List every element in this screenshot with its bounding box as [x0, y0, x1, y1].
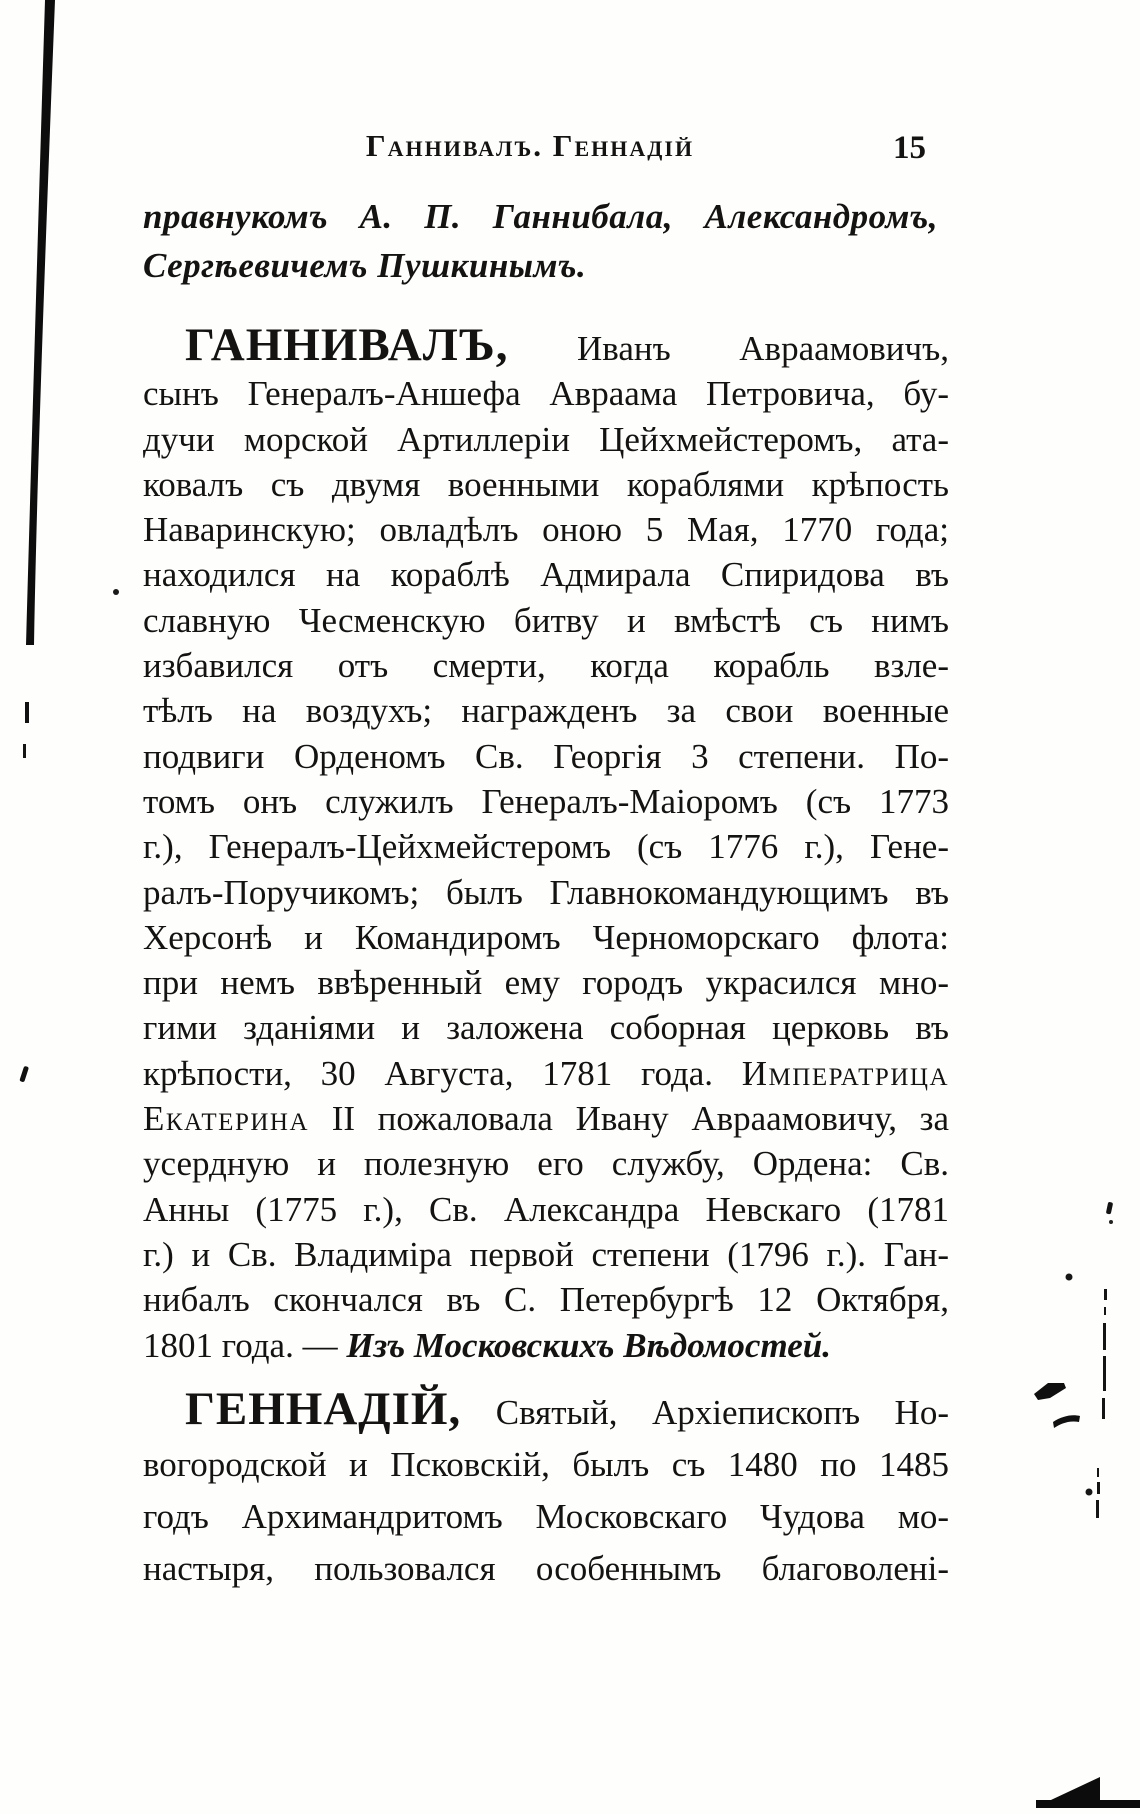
text-line	[143, 1232, 949, 1277]
text-line	[143, 1323, 949, 1368]
text-run: Наваринскую; овладѣлъ оною 5 Мая, 1770 года;	[143, 510, 949, 550]
text-line	[143, 241, 938, 290]
margin-dashed-line	[1096, 1468, 1100, 1518]
text-line	[143, 1141, 949, 1186]
margin-dot	[1066, 1274, 1073, 1281]
text-run: настыря, пользовался особеннымъ благоволені-	[143, 1549, 949, 1588]
text-line	[143, 462, 949, 507]
margin-dot	[1086, 1489, 1093, 1496]
text-line	[143, 643, 949, 688]
margin-tick-mark	[19, 1066, 29, 1083]
binding-edge-dash	[25, 702, 29, 723]
smallcaps-name: Екатерина	[143, 1099, 310, 1139]
binding-edge-dash	[23, 744, 26, 758]
text-line	[143, 688, 949, 733]
text-run: вогородской и Псковскій, былъ съ 1480 по 1485	[143, 1445, 949, 1484]
text-run: славную Чесменскую битву и вмѣстѣ съ нимъ	[143, 600, 949, 640]
text-line	[143, 1491, 949, 1543]
text-line	[143, 192, 938, 241]
text-line	[143, 1543, 949, 1595]
entry-headword: ГЕННАДІЙ,	[185, 1383, 462, 1435]
text-line	[143, 1439, 949, 1491]
reader-dash-mark	[1053, 1415, 1080, 1428]
text-run: Сергѣевичемъ Пушкинымъ.	[143, 246, 587, 285]
text-run: 1801 года. —	[143, 1325, 347, 1365]
binding-edge-line	[26, 0, 55, 645]
text-run: г.) и Св. Владиміра первой степени (1796 г.). Ган-	[143, 1234, 949, 1274]
text-line	[143, 598, 949, 643]
text-run: избавился отъ смерти, когда корабль взле-	[143, 646, 949, 686]
text-run: находился на кораблѣ Адмирала Спиридова въ	[143, 555, 949, 595]
continuation-paragraph	[143, 192, 938, 290]
text-run: тѣлъ на воздухъ; награжденъ за свои военные	[143, 691, 949, 731]
text-line	[143, 1005, 949, 1050]
text-line	[143, 1277, 949, 1322]
text-line	[143, 734, 949, 779]
entry-gannibal	[143, 319, 949, 1368]
text-line	[143, 319, 949, 371]
text-run: Анны (1775 г.), Св. Александра Невскаго (1781	[143, 1189, 949, 1229]
text-run: правнукомъ А. П. Ганнибала, Александромъ,	[143, 197, 938, 236]
text-run: II пожаловала Ивану Авраамовичу, за	[309, 1099, 949, 1139]
text-run: томъ онъ служилъ Генералъ-Маіоромъ (съ 1773	[143, 781, 949, 821]
margin-speck	[1109, 1220, 1113, 1224]
text-line	[143, 1187, 949, 1232]
text-run: сынъ Генералъ-Аншефа Авраама Петровича, бу-	[143, 374, 949, 414]
text-run: Херсонѣ и Командиромъ Черноморскаго флота:	[143, 917, 949, 957]
text-run: г.), Генералъ-Цейхмейстеромъ (съ 1776 г.), Гене-	[143, 827, 949, 867]
smallcaps-name: Императрица	[741, 1053, 949, 1093]
text-line	[143, 1051, 949, 1096]
reader-check-mark	[1034, 1383, 1066, 1400]
page-number: 15	[893, 130, 926, 166]
text-run: нибалъ скончался въ С. Петербургѣ 12 Октября,	[143, 1280, 949, 1320]
text-run: Иванъ Авраамовичъ,	[508, 329, 949, 368]
text-line	[143, 960, 949, 1005]
entry-gennadiy	[143, 1383, 949, 1595]
text-run: крѣпости, 30 Августа, 1781 года.	[143, 1053, 742, 1093]
text-run: подвиги Орденомъ Св. Георгія 3 степени. По-	[143, 736, 949, 776]
text-run: ковалъ съ двумя военными кораблями крѣпость	[143, 464, 949, 504]
running-head: Ганнивалъ. Геннадій	[365, 128, 695, 163]
text-run: усердную и полезную его службу, Ордена: Св.	[143, 1144, 949, 1184]
text-run: дучи морской Артиллеріи Цейхмейстеромъ, ата-	[143, 419, 949, 459]
ink-speck	[113, 589, 119, 595]
entry-headword: ГАННИВАЛЪ,	[185, 319, 509, 371]
margin-dashed-line	[1102, 1289, 1107, 1419]
margin-speck	[1106, 1202, 1113, 1215]
text-run: гими зданіями и заложена соборная церковь въ	[143, 1008, 949, 1048]
text-run: Святый, Архіепископъ Но-	[461, 1393, 949, 1432]
text-line	[143, 552, 949, 597]
text-line	[143, 417, 949, 462]
text-line	[143, 371, 949, 416]
text-line	[143, 779, 949, 824]
text-run: годъ Архимандритомъ Московскаго Чудова мо-	[143, 1497, 949, 1536]
text-line	[143, 824, 949, 869]
source-citation: Изъ Московскихъ Вѣдомостей.	[346, 1325, 831, 1365]
text-line	[143, 915, 949, 960]
text-line	[143, 507, 949, 552]
text-line	[143, 1096, 949, 1141]
text-run: при немъ ввѣренный ему городъ украсился мно-	[143, 963, 949, 1003]
text-run: ралъ-Поручикомъ; былъ Главнокомандующимъ въ	[143, 872, 949, 912]
corner-fold-mark	[1036, 1800, 1140, 1808]
text-line	[143, 870, 949, 915]
text-line	[143, 1383, 949, 1439]
corner-fold-mark	[1036, 1777, 1100, 1807]
